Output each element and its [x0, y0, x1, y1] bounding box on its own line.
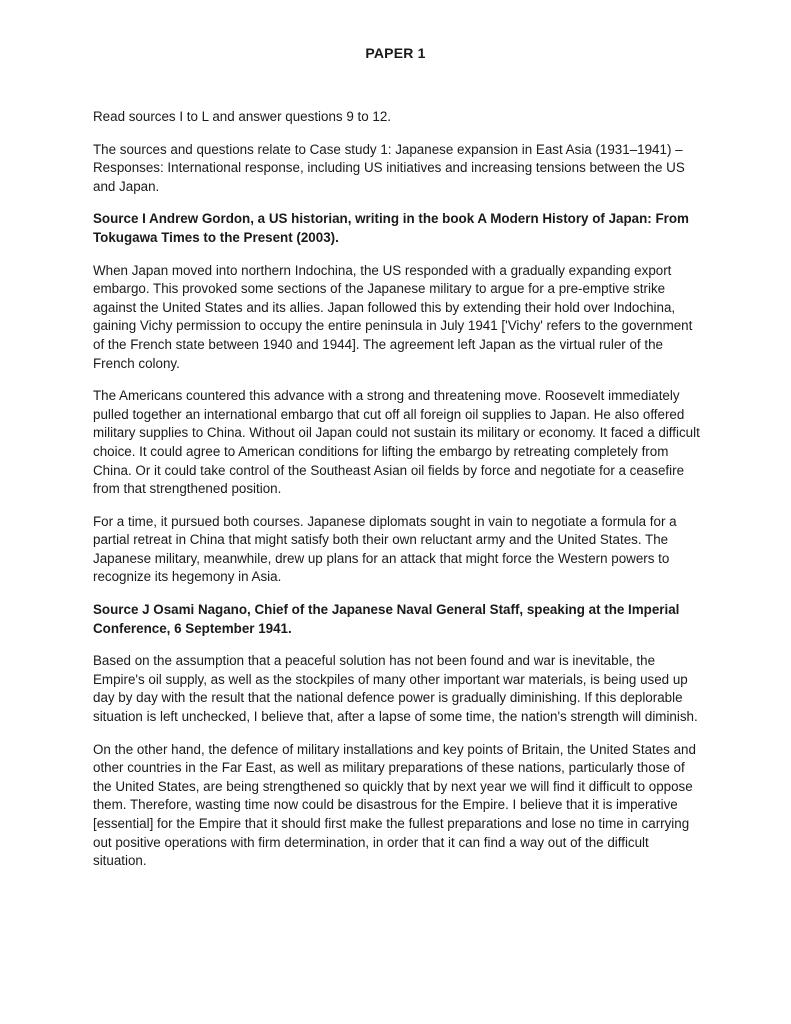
document-body: [93, 108, 705, 885]
source-j-paragraph-1: Based on the assumption that a peaceful solution has not been found and war is inevitable, the Empire's oil supply, as well as the stockpiles of many other important war materials, is being used up day by day with the result that the national defence power is gradually diminishing. If this deplorable situation is left unchecked, I believe that, after a lapse of some time, the nation's strength will diminish.: [93, 653, 698, 725]
context-text: The sources and questions relate to Case study 1: Japanese expansion in East Asia (1931–1941) – Responses: International response, including US initiatives and increasing tensions between the US and Japan.: [93, 141, 685, 194]
source-j-paragraph-2: On the other hand, the defence of military installations and key points of Britain, the United States and other countries in the Far East, as well as military preparations of these nations, particularly those of the United States, are being strengthened so quickly that by next year we will find it difficult to oppose them. Therefore, wasting time now could be disastrous for the Empire. I believe that it is imperative [essential] for the Empire that it should first make the fullest preparations and lose no time in carrying out positive operations with firm determination, in order that it can find a way out of the difficult situation.: [93, 741, 696, 869]
page-title: PAPER 1: [365, 45, 426, 61]
source-i-paragraph-2: The Americans countered this advance with a strong and threatening move. Roosevelt immediately pulled together an international embargo that cut off all foreign oil supplies to Japan. He also offered military supplies to China. Without oil Japan could not sustain its military or economy. It faced a difficult choice. It could agree to American conditions for lifting the embargo by retreating completely from China. Or it could take control of the Southeast Asian oil fields by force and negotiate for a ceasefire from that strengthened position.: [93, 388, 700, 497]
source-j-heading: Source J Osami Nagano, Chief of the Japanese Naval General Staff, speaking at the Imperial Conference, 6 September 1941.: [93, 602, 680, 636]
source-i-paragraph-1: When Japan moved into northern Indochina, the US responded with a gradually expanding export embargo. This provoked some sections of the Japanese military to argue for a pre-emptive strike against the United States and its allies. Japan followed this by extending their hold over Indochina, gaining Vichy permission to occupy the entire peninsula in July 1941 ['Vichy' refers to the government of the French state between 1940 and 1944]. The agreement left Japan as the virtual ruler of the French colony.: [93, 262, 693, 371]
instruction-text: Read sources I to L and answer questions 9 to 12.: [93, 109, 392, 124]
source-i-heading: Source I Andrew Gordon, a US historian, writing in the book A Modern History of Japan: From Tokugawa Times to the Present (2003).: [93, 211, 689, 245]
source-i-paragraph-3: For a time, it pursued both courses. Japanese diplomats sought in vain to negotiate a formula for a partial retreat in China that might satisfy both their own reluctant army and the United States. The Japanese military, meanwhile, drew up plans for an attack that might force the Western powers to recognize its hegemony in Asia.: [93, 513, 677, 585]
